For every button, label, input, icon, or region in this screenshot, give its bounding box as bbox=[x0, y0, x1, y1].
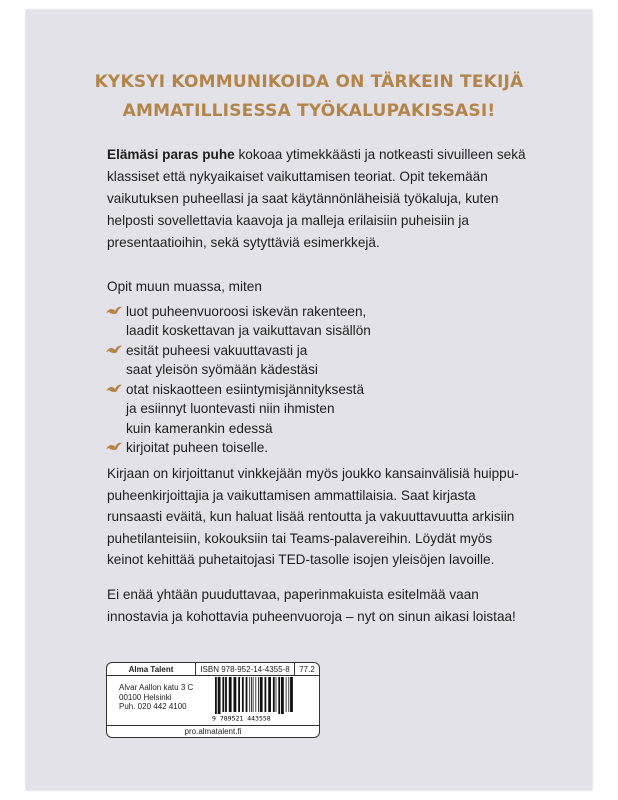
bird-bullet-icon bbox=[105, 343, 125, 357]
barcode-bar bbox=[288, 677, 289, 712]
barcode-bar bbox=[255, 677, 256, 712]
barcode-bar bbox=[273, 677, 275, 712]
product-code: 77.2 bbox=[299, 664, 315, 674]
bird-bullet-icon bbox=[105, 382, 125, 396]
text-line: runsaasti eväitä, kun haluat lisää rentoutta ja vakuuttavuutta arkisiin bbox=[107, 509, 515, 525]
publisher-name: Alma Talent bbox=[107, 663, 196, 675]
list-item-line: kuin kamerankin edessä bbox=[126, 420, 273, 436]
paragraph-contributors bbox=[107, 463, 587, 571]
publisher-address bbox=[119, 683, 193, 712]
publisher-url: pro.almatalent.fi bbox=[107, 725, 319, 737]
address-line: Alvar Aallon katu 3 C bbox=[119, 683, 194, 692]
list-item-line: laadit koskettavan ja vaikuttavan sisällön bbox=[126, 323, 371, 338]
barcode-bar bbox=[225, 677, 227, 712]
intro-paragraph bbox=[107, 144, 587, 254]
barcode-bar bbox=[276, 677, 277, 712]
barcode bbox=[211, 677, 297, 721]
list-item bbox=[107, 438, 587, 458]
list-item-line: kirjoitat puheen toiselle. bbox=[126, 440, 269, 455]
headline bbox=[26, 68, 592, 126]
address-line: Puh. 020 442 4100 bbox=[119, 702, 187, 711]
barcode-bar bbox=[215, 677, 217, 714]
barcode-bar bbox=[278, 677, 280, 714]
barcode-bar bbox=[281, 677, 284, 714]
headline-line: KYKSYI KOMMUNIKOIDA ON TÄRKEIN TEKIJÄ bbox=[94, 72, 524, 92]
text-line: puheenkirjoittajia ja vaikuttamisen ammattilaisia. Saat kirjasta bbox=[107, 487, 476, 503]
book-title: Elämäsi paras puhe bbox=[107, 147, 235, 162]
barcode-bar bbox=[242, 677, 244, 712]
bird-bullet-icon bbox=[105, 440, 125, 454]
barcode-bar bbox=[251, 677, 252, 712]
list-item-line: ja esiinnyt luontevasti niin ihmisten bbox=[126, 401, 335, 416]
text-line: Ei enää yhtään puuduttavaa, paperinmakuista esitelmää vaan bbox=[107, 587, 479, 602]
list-item bbox=[107, 380, 587, 439]
address-line: 00100 Helsinki bbox=[119, 692, 172, 702]
barcode-bar bbox=[229, 677, 232, 712]
barcode-bar bbox=[234, 677, 237, 712]
barcode-bar bbox=[258, 677, 259, 712]
publisher-label bbox=[106, 662, 320, 738]
isbn: ISBN 978-952-14-4355-8 bbox=[196, 663, 295, 675]
list-item bbox=[107, 341, 587, 380]
text-line: puhetilanteisiin, kokouksiin tai Teams-palavereihin. Löydät myös bbox=[107, 530, 493, 546]
text-line: klassiset että nykyaikaiset vaikuttamisen teoriat. Opit tekemään bbox=[107, 169, 488, 184]
list-lead: Opit muun muassa, miten bbox=[107, 279, 262, 294]
barcode-bar bbox=[290, 677, 293, 712]
barcode-digits: 9 789521 443558 bbox=[212, 714, 271, 721]
barcode-bar bbox=[246, 677, 248, 712]
barcode-bar bbox=[260, 677, 263, 712]
list-item-line: saat yleisön syömään kädestäsi bbox=[126, 362, 318, 377]
barcode-bar bbox=[268, 677, 271, 712]
paragraph-closing bbox=[107, 584, 587, 628]
text-line: vaikutuksen puheellasi ja saat käytännönläheisiä työkaluja, kuten bbox=[107, 191, 499, 206]
learn-list bbox=[107, 277, 587, 458]
text-line: helposti sovellettavia kaavoja ja malleja erilaisiin puheisiin ja bbox=[107, 213, 469, 228]
list-item-line: esität puheesi vakuuttavasti ja bbox=[126, 342, 308, 358]
text-line: presentaatioihin, sekä sytyttäviä esimerkkejä. bbox=[107, 235, 380, 250]
barcode-bar bbox=[222, 677, 224, 712]
bird-bullet-icon bbox=[105, 304, 125, 318]
barcode-bar bbox=[265, 677, 267, 712]
list-item-line: luot puheenvuoroosi iskevän rakenteen, bbox=[126, 303, 367, 319]
barcode-bar bbox=[238, 677, 240, 712]
list-item bbox=[107, 302, 587, 341]
barcode-bar bbox=[286, 677, 287, 712]
text-line: kokoaa ytimekkäästi ja notkeasti sivuilleen sekä bbox=[234, 147, 526, 162]
barcode-bar bbox=[253, 677, 254, 712]
barcode-bar bbox=[249, 677, 250, 712]
barcode-bar bbox=[218, 677, 221, 714]
book-back-cover bbox=[26, 10, 592, 790]
headline-line: AMMATILLISESSA TYÖKALUPAKISSASI! bbox=[122, 101, 496, 121]
text-line: Kirjaan on kirjoittanut vinkkejään myös joukko kansainvälisiä huippu- bbox=[107, 466, 519, 481]
list-item-line: otat niskaotteen esiintymisjännityksestä bbox=[126, 381, 365, 397]
text-line: innostavia ja kohottavia puheenvuoroja – nyt on sinun aikasi loistaa! bbox=[107, 609, 516, 624]
text-line: keinot kehittää puhetaitojasi TED-tasolle isojen yleisöjen lavoille. bbox=[107, 552, 495, 568]
